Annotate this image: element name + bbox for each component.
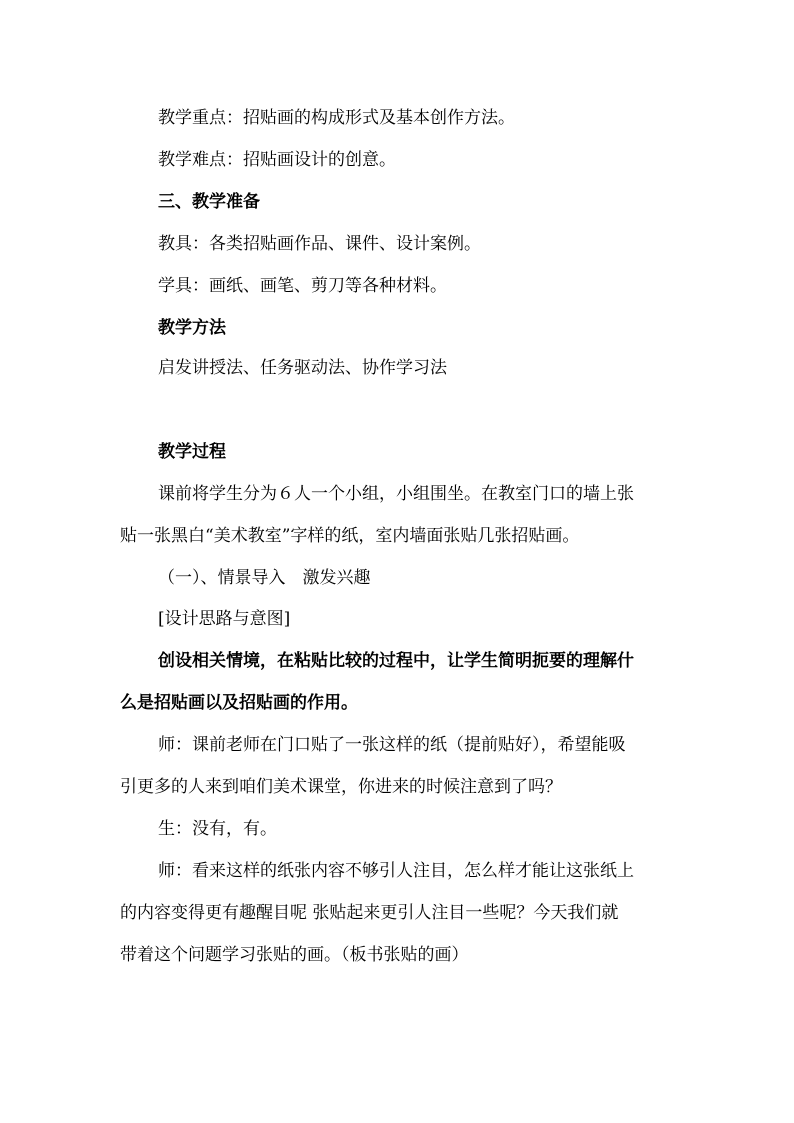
student-dialogue-1: 生：没有，有。 xyxy=(158,819,277,839)
process-paragraph-line-2: 贴一张黑白“美术教室”字样的纸，室内墙面张贴几张招贴画。 xyxy=(120,526,580,546)
section-one-heading: （一）、情景导入 激发兴趣 xyxy=(158,568,371,588)
teacher-dialogue-2-line-3: 带着这个问题学习张贴的画。（板书张贴的画） xyxy=(120,945,469,965)
teacher-dialogue-1-line-2: 引更多的人来到咱们美术课堂，你进来的时候注意到了吗？ xyxy=(120,777,562,797)
teacher-dialogue-1-line-1: 师：课前老师在门口贴了一张这样的纸（提前贴好），希望能吸 xyxy=(158,735,626,755)
design-title: [设计思路与意图] xyxy=(158,609,291,629)
design-line-2: 么是招贴画以及招贴画的作用。 xyxy=(120,693,358,713)
difficulties-line: 教学难点：招贴画设计的创意。 xyxy=(158,150,396,170)
design-line-1: 创设相关情境，在粘贴比较的过程中，让学生简明扼要的理解什 xyxy=(158,651,634,671)
teacher-dialogue-2-line-2: 的内容变得更有趣醒目呢 张贴起来更引人注目一些呢？今天我们就 xyxy=(120,903,619,923)
key-points-line: 教学重点：招贴画的构成形式及基本创作方法。 xyxy=(158,108,515,128)
preparation-heading: 三、教学准备 xyxy=(158,192,260,212)
process-heading: 教学过程 xyxy=(158,442,226,462)
methods-line: 启发讲授法、任务驱动法、协作学习法 xyxy=(158,358,447,378)
teacher-tools-line: 教具：各类招贴画作品、课件、设计案例。 xyxy=(158,234,481,254)
teacher-dialogue-2-line-1: 师：看来这样的纸张内容不够引人注目，怎么样才能让这张纸上 xyxy=(158,861,634,881)
methods-heading: 教学方法 xyxy=(158,318,226,338)
student-tools-line: 学具：画纸、画笔、剪刀等各种材料。 xyxy=(158,276,447,296)
process-paragraph-line-1: 课前将学生分为６人一个小组，小组围坐。在教室门口的墙上张 xyxy=(158,484,634,504)
